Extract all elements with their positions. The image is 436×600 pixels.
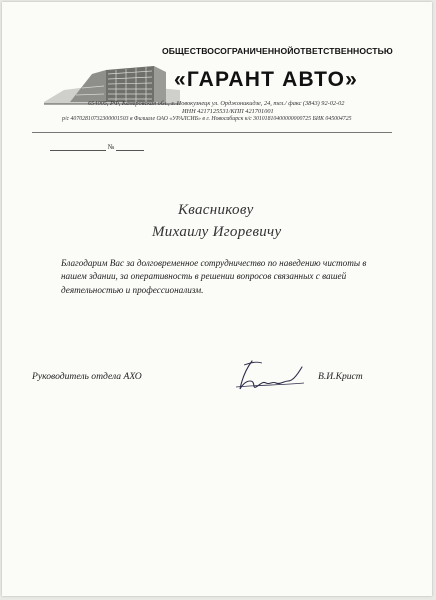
letterhead-divider	[32, 132, 392, 133]
letter-body	[61, 257, 405, 297]
handwritten-signature	[230, 355, 310, 395]
company-name: «ГАРАНТ АВТО»	[174, 68, 359, 91]
company-bank-details: р/с 40702810732300001503 в Филиале ОАО «УРАЛСИБ» в г. Новосибирск к/с 30101810400000000725 БИК 045004725	[62, 116, 352, 122]
signer-title: Руководитель отдела АХО	[32, 371, 142, 382]
body-line: Благодарим Вас за долговременное сотрудничество по наведению чистоты в	[61, 258, 367, 268]
company-address: 654005, РФ, Кемеровская обл., г. Новокузнецк ул. Орджоникидзе, 24, тел./ факс (3843) 92-02-02	[88, 100, 345, 107]
signer-name: В.И.Крист	[318, 371, 363, 382]
number-blank	[116, 144, 144, 151]
recipient-name-patronymic: Михаилу Игоревичу	[152, 224, 282, 240]
reference-line	[50, 143, 144, 151]
letter-page	[2, 2, 432, 596]
company-tax-ids: ИНН 4217125531/КПП 421701001	[182, 108, 274, 115]
number-sign: №	[107, 143, 115, 151]
body-line: деятельностью и профессионализм.	[61, 284, 204, 295]
date-blank	[50, 144, 106, 151]
org-legal-form: ОБЩЕСТВОСОГРАНИЧЕННОЙОТВЕТСТВЕННОСТЬЮ	[162, 46, 393, 56]
recipient-surname: Квасникову	[178, 202, 254, 218]
body-line: нашем здании, за оперативность в решении вопросов связанных с вашей	[61, 271, 347, 282]
